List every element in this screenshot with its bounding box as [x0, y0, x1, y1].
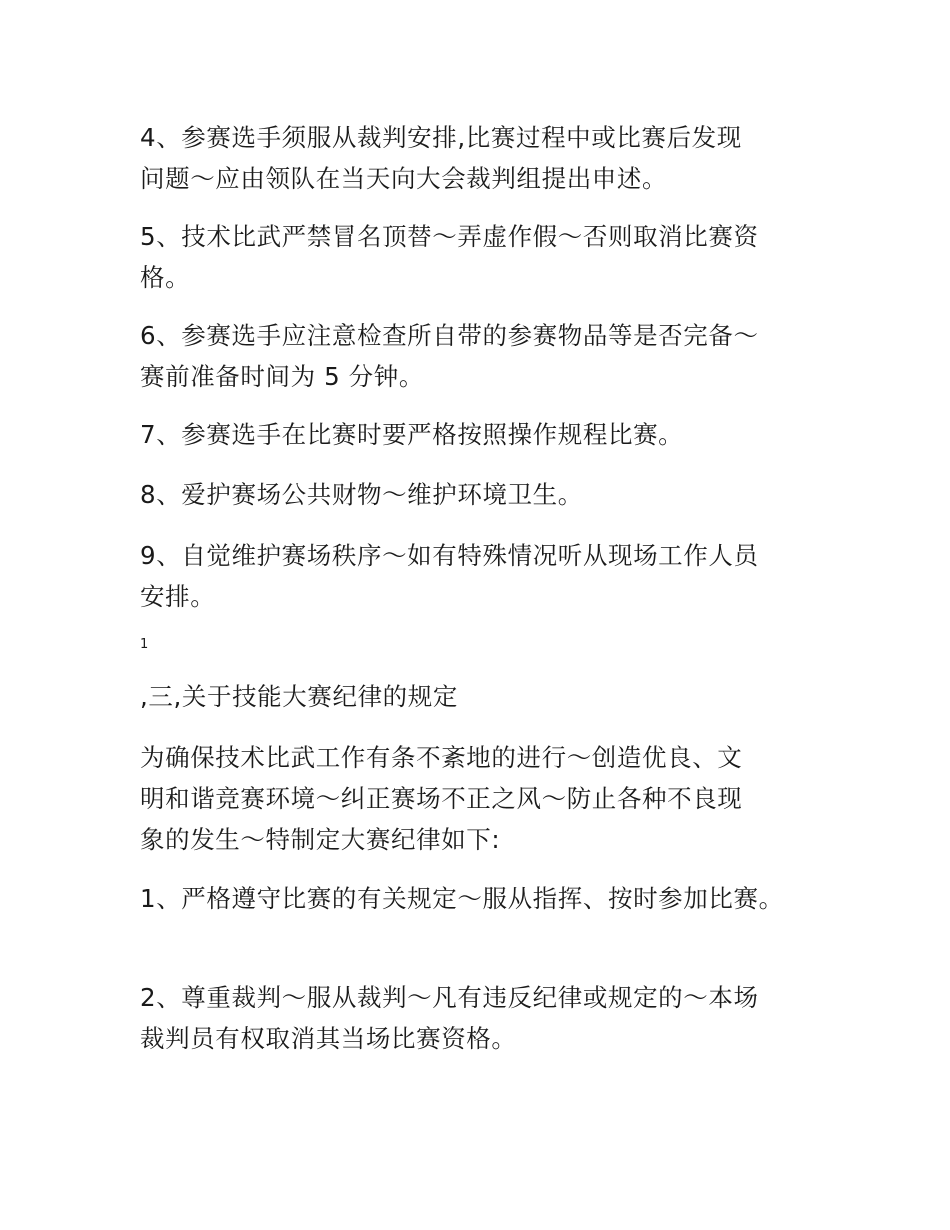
text-line: 明和谐竞赛环境～纠正赛场不正之风～防止各种不良现 — [140, 784, 743, 813]
text-line: 安排。 — [140, 582, 216, 611]
rule-item-6 — [140, 315, 830, 397]
discipline-item-1 — [140, 878, 830, 919]
text-line: 8、爱护赛场公共财物～维护环境卫生。 — [140, 480, 583, 509]
text-line: 格。 — [140, 263, 191, 292]
section-heading — [140, 676, 830, 717]
text-line: 赛前准备时间为 5 分钟。 — [140, 362, 424, 391]
rule-item-5 — [140, 216, 830, 298]
text-line: 9、自觉维护赛场秩序～如有特殊情况听从现场工作人员 — [140, 541, 759, 570]
text-line: 7、参赛选手在比赛时要严格按照操作规程比赛。 — [140, 420, 684, 449]
text-line: 为确保技术比武工作有条不紊地的进行～创造优良、文 — [140, 743, 743, 772]
text-line: 象的发生～特制定大赛纪律如下: — [140, 825, 501, 854]
text-line: 2、尊重裁判～服从裁判～凡有违反纪律或规定的～本场 — [140, 983, 759, 1012]
rule-item-7 — [140, 414, 830, 455]
discipline-item-2 — [140, 977, 830, 1059]
rule-item-4 — [140, 117, 830, 199]
section-intro — [140, 737, 830, 860]
text-line: 4、参赛选手须服从裁判安排,比赛过程中或比赛后发现 — [140, 123, 742, 152]
text-line: 6、参赛选手应注意检查所自带的参赛物品等是否完备～ — [140, 321, 759, 350]
rule-item-9 — [140, 535, 830, 617]
text-line: 1、严格遵守比赛的有关规定～服从指挥、按时参加比赛。 — [140, 884, 784, 913]
text-line: 问题～应由领队在当天向大会裁判组提出申述。 — [140, 164, 668, 193]
text-line: 裁判员有权取消其当场比赛资格。 — [140, 1024, 517, 1053]
text-line: 5、技术比武严禁冒名顶替～弄虚作假～否则取消比赛资 — [140, 222, 759, 251]
rule-item-8 — [140, 474, 830, 515]
page-number: 1 — [140, 637, 149, 652]
section-heading-text: ,三,关于技能大赛纪律的规定 — [140, 682, 458, 711]
